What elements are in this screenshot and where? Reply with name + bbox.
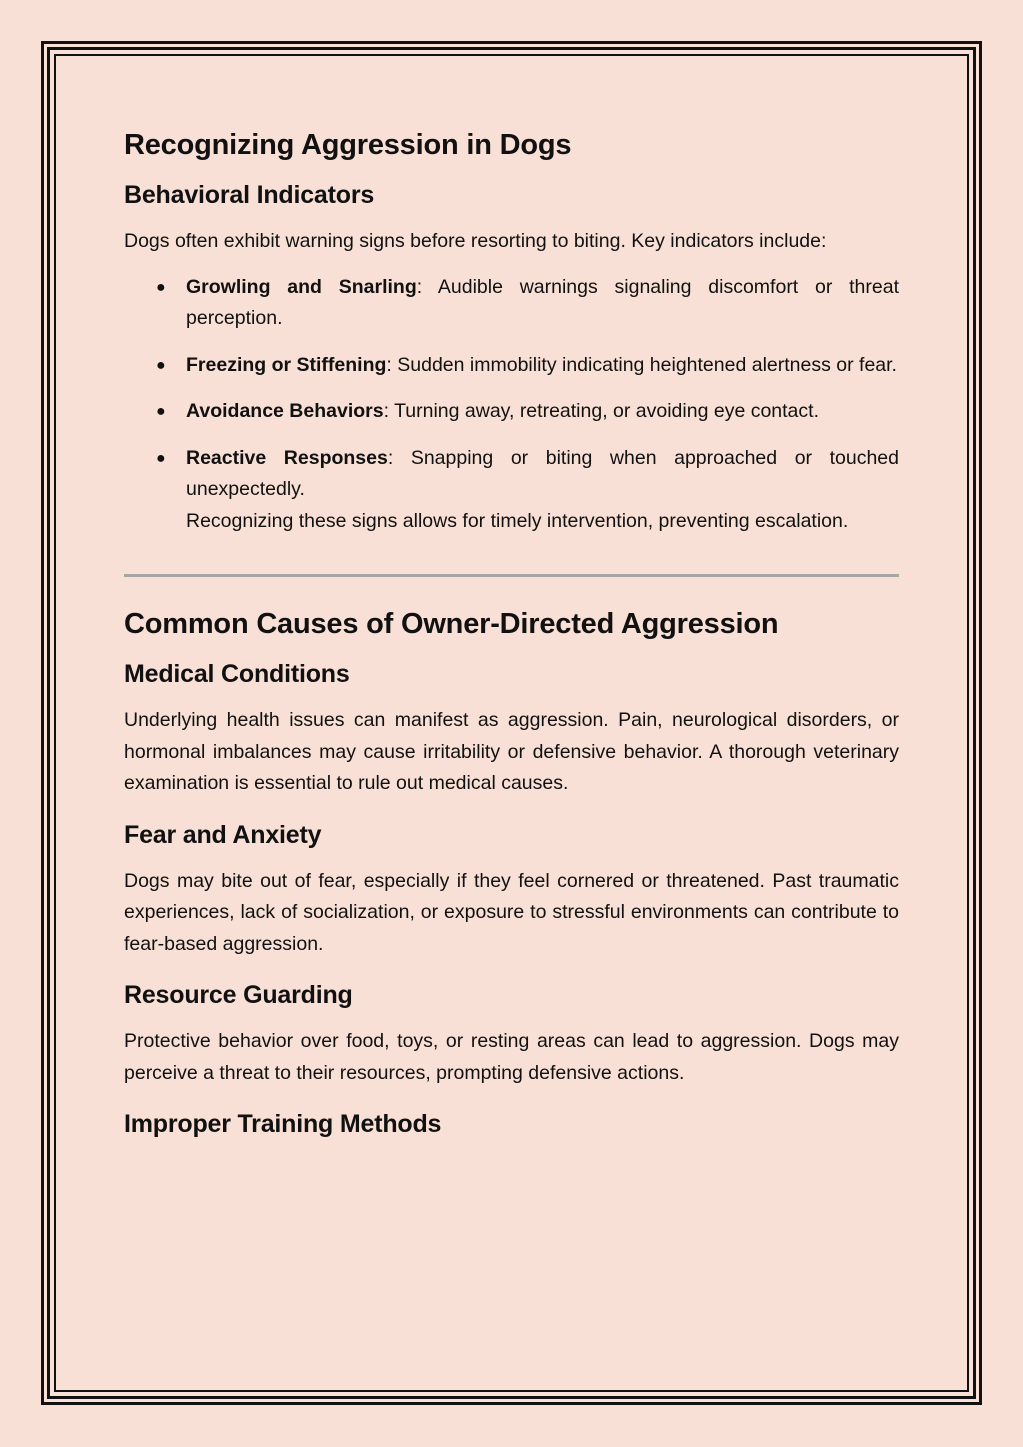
list-item-term: Reactive Responses (186, 446, 388, 469)
list-item-term: Avoidance Behaviors (186, 400, 384, 422)
indicator-list (124, 272, 899, 538)
list-item (156, 443, 899, 538)
closing-text: Recognizing these signs allows for timely intervention, preventing escalation. (186, 509, 849, 532)
list-item (156, 272, 899, 335)
bullet-icon: ● (156, 449, 166, 467)
bullet-icon: ● (156, 278, 166, 296)
list-item (156, 350, 899, 382)
list-item-desc: : Audible warnings signaling discomfort or threat perception. (186, 275, 899, 329)
list-item (156, 396, 899, 428)
intro-paragraph: Dogs often exhibit warning signs before resorting to biting. Key indicators include: (124, 230, 827, 252)
list-item-desc: : Turning away, retreating, or avoiding eye contact. (383, 400, 819, 422)
list-item-term: Freezing or Stiffening (186, 353, 387, 376)
section-title-common-causes: Common Causes of Owner-Directed Aggression (124, 608, 779, 640)
document-content (124, 120, 899, 1145)
section-title-recognizing-aggression: Recognizing Aggression in Dogs (124, 129, 572, 161)
bullet-icon: ● (156, 356, 166, 374)
paragraph-fear-anxiety: Dogs may bite out of fear, especially if they feel cornered or threatened. Past traumatic experiences, lack of socialization, or exposure to stressful environments can contribute to fear-based aggression. (124, 869, 899, 955)
paragraph-resource-guarding: Protective behavior over food, toys, or resting areas can lead to aggression. Dogs may perceive a threat to their resources, prompting defensive actions. (124, 1030, 899, 1084)
list-item-desc: : Snapping or biting when approached or touched unexpectedly. (186, 446, 899, 500)
subheading-fear-anxiety: Fear and Anxiety (124, 820, 322, 849)
subheading-medical-conditions: Medical Conditions (124, 660, 350, 688)
subheading-resource-guarding: Resource Guarding (124, 981, 353, 1009)
section-divider (124, 574, 899, 577)
list-item-desc: : Sudden immobility indicating heightened alertness or fear. (386, 353, 897, 376)
paragraph-medical-conditions: Underlying health issues can manifest as aggression. Pain, neurological disorders, or hormonal imbalances may cause irritability or defensive behavior. A thorough veterinary examination is essential to rule out medical causes. (124, 709, 899, 794)
subheading-improper-training: Improper Training Methods (124, 1110, 442, 1138)
list-item-term: Growling and Snarling (186, 275, 417, 298)
subheading-behavioral-indicators: Behavioral Indicators (124, 181, 375, 209)
bullet-icon: ● (156, 403, 166, 420)
